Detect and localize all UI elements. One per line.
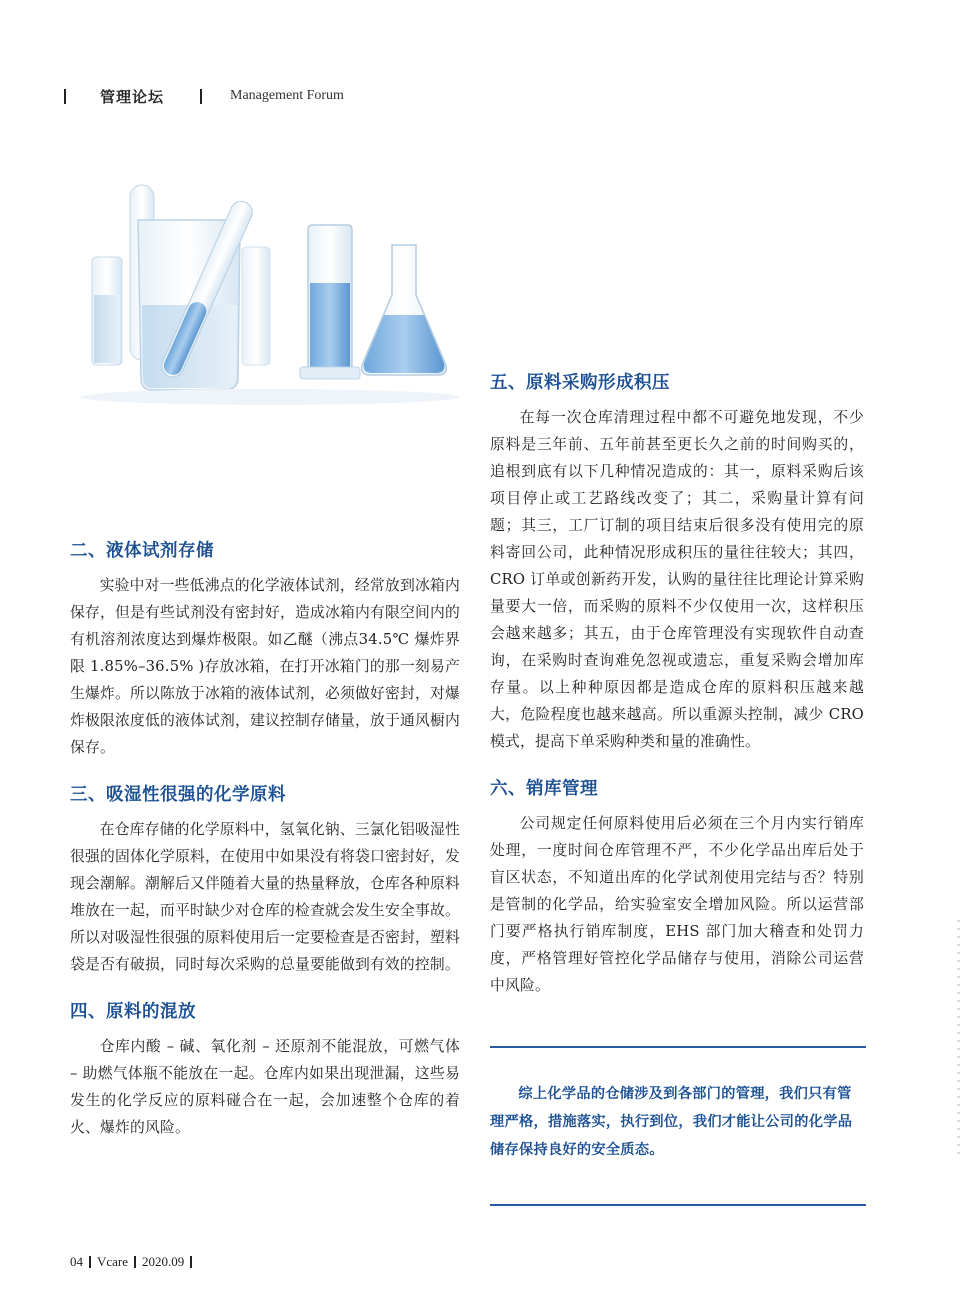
summary-bottom-rule: [490, 1204, 866, 1206]
section-name-cn: 管理论坛: [100, 87, 165, 106]
summary-top-rule: [490, 1046, 866, 1048]
page-number: 04: [70, 1254, 83, 1269]
footer-divider: [134, 1256, 136, 1268]
header-divider: [64, 89, 66, 104]
footer-divider: [89, 1256, 91, 1268]
issue-date: 2020.09: [142, 1254, 185, 1269]
section-name-en: Management Forum: [230, 88, 344, 103]
section-paragraph: 公司规定任何原料使用后必须在三个月内实行销库处理，一度时间仓库管理不严，不少化学品出库后处于盲区状态，不知道出库的化学试剂使用完结与否？特别是管制的化学品，给实验室安全增加风险。所以运营部门要严格执行销库制度，EHS 部门加大稽查和处罚力度，严格管理好管控化学品储存与使用，消除公司运营中风险。: [490, 815, 864, 994]
section-paragraph: 仓库内酸 – 碱、氧化剂 – 还原剂不能混放，可燃气体 – 助燃气体瓶不能放在一起。仓库内如果出现泄漏，这些易发生的化学反应的原料碰合在一起，会加速整个仓库的着火、爆炸的风险。: [70, 1038, 460, 1136]
lab-glassware-illustration: [70, 175, 470, 410]
section-title-purchase-backlog: 五、原料采购形成积压: [490, 373, 670, 393]
page-footer: [70, 1252, 198, 1272]
section-paragraph: 实验中对一些低沸点的化学液体试剂，经常放到冰箱内保存，但是有些试剂没有密封好，造成冰箱内有限空间内的有机溶剂浓度达到爆炸极限。如乙醚（沸点34.5℃ 爆炸界限 1.85%–36.5% )存放冰箱，在打开冰箱门的那一刻易产生爆炸。所以陈放于冰箱的液体试剂，必须做好密封，对爆炸极限浓度低的液体试剂，建议控制存储量，放于通风橱内保存。: [70, 577, 460, 756]
summary-callout: [490, 1046, 866, 1206]
summary-text: 综上化学品的仓储涉及到各部门的管理，我们只有管理严格，措施落实，执行到位，我们才能让公司的化学品储存保持良好的安全质态。: [490, 1086, 853, 1158]
section-title-liquid-reagent-storage: 二、液体试剂存储: [70, 541, 214, 561]
right-column: [490, 362, 864, 999]
header-divider: [200, 89, 202, 104]
section-paragraph: 在每一次仓库清理过程中都不可避免地发现，不少原料是三年前、五年前甚至更长久之前的时间购买的，追根到底有以下几种情况造成的：其一，原料采购后该项目停止或工艺路线改变了；其二，采购量计算有问题；其三，工厂订制的项目结束后很多没有使用完的原料寄回公司，此种情况形成积压的量往往较大；其四，CRO 订单或创新药开发，认购的量往往比理论计算采购量要大一倍，而采购的原料不少仅使用一次，这样积压会越来越多；其五，由于仓库管理没有实现软件自动查询，在采购时查询难免忽视或遗忘，重复采购会增加库存量。以上种种原因都是造成仓库的原料积压越来越大，危险程度也越来越高。所以重源头控制，减少 CRO 模式，提高下单采购种类和量的准确性。: [490, 409, 864, 750]
left-column: [70, 530, 460, 1141]
magazine-name: Vcare: [97, 1254, 129, 1269]
section-paragraph: 在仓库存储的化学原料中，氢氧化钠、三氯化铝吸湿性很强的固体化学原料，在使用中如果没有将袋口密封好，发现会潮解。潮解后又伴随着大量的热量释放，仓库各种原料堆放在一起，而平时缺少对仓库的检查就会发生安全事故。所以对吸湿性很强的原料使用后一定要检查是否密封，塑料袋是否有破损，同时每次采购的总量要能做到有效的控制。: [70, 821, 460, 973]
page-header: [64, 84, 344, 108]
section-title-hygroscopic-materials: 三、吸湿性很强的化学原料: [70, 785, 286, 805]
footer-divider: [190, 1256, 192, 1268]
section-title-mixed-storage: 四、原料的混放: [70, 1002, 196, 1022]
section-title-inventory-writeoff: 六、销库管理: [490, 779, 598, 799]
